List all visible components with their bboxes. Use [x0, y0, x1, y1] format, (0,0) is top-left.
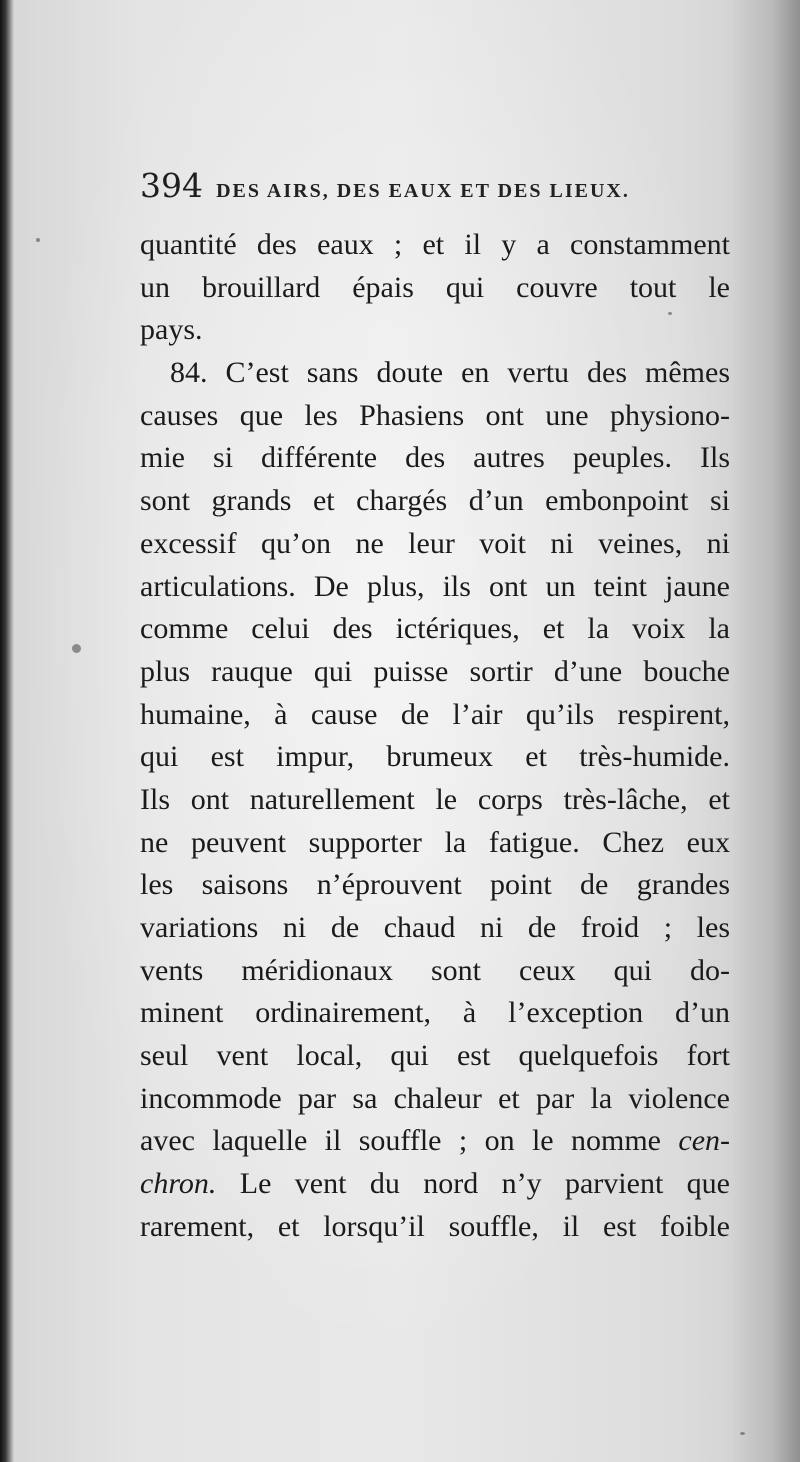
text-line: variations ni de chaud ni de froid ; les	[140, 911, 730, 944]
page-number: 394	[140, 166, 203, 205]
scan-edge-shadow	[0, 0, 14, 1462]
text-line: pays.	[140, 313, 203, 347]
text-line: les saisons n’éprouvent point de grandes	[140, 868, 730, 902]
text-line: seul vent local, qui est quelquefois fort	[140, 1039, 730, 1073]
running-title: DES AIRS, DES EAUX ET DES LIEUX.	[216, 180, 630, 202]
ink-speck	[668, 312, 672, 315]
text-line: humaine, à cause de l’air qu’ils respirent,	[140, 697, 730, 731]
text-line: articulations. De plus, ils ont un teint jaune	[140, 569, 730, 603]
italic-word: chron.	[140, 1167, 217, 1201]
text-line: plus rauque qui puisse sortir d’une bouche	[140, 654, 730, 688]
text-line: ne peuvent supporter la fatigue. Chez eux	[140, 825, 730, 859]
text-line: sont grands et chargés d’un embonpoint si	[140, 484, 730, 518]
text-line: excessif qu’on ne leur voit ni veines, ni	[140, 526, 730, 560]
text-segment: avec laquelle il souffle ; on le nomme	[140, 1124, 661, 1158]
text-line: vents méridionaux sont ceux qui do-	[140, 953, 730, 987]
ink-speck	[740, 1432, 745, 1435]
ink-speck	[72, 644, 81, 653]
body-text	[140, 224, 730, 1249]
text-line: incommode par sa chaleur et par la violence	[140, 1081, 730, 1115]
text-line: minent ordinairement, à l’exception d’un	[140, 996, 730, 1030]
ink-speck	[36, 238, 40, 242]
text-line: causes que les Phasiens ont une physiono-	[140, 398, 730, 432]
text-line: quantité des eaux ; et il y a constamment	[140, 228, 730, 261]
text-line: rarement, et lorsqu’il souffle, il est foible	[140, 1209, 730, 1243]
paragraph-start-line: 84. C’est sans doute en vertu des mêmes	[170, 356, 730, 390]
text-line: mie si différente des autres peuples. Ils	[140, 441, 730, 475]
text-line: Ils ont naturellement le corps très-lâche, et	[140, 782, 730, 816]
page-gutter-shadow	[730, 0, 800, 1462]
italic-word: cen-	[678, 1124, 730, 1158]
text-line: comme celui des ictériques, et la voix la	[140, 612, 730, 646]
text-line-with-italic	[140, 1120, 730, 1163]
text-line: qui est impur, brumeux et très-humide.	[140, 740, 730, 774]
running-head	[140, 166, 740, 214]
text-line-with-italic	[140, 1163, 730, 1206]
text-line: un brouillard épais qui couvre tout le	[140, 270, 730, 304]
text-segment: Le vent du nord n’y parvient que	[239, 1167, 730, 1201]
